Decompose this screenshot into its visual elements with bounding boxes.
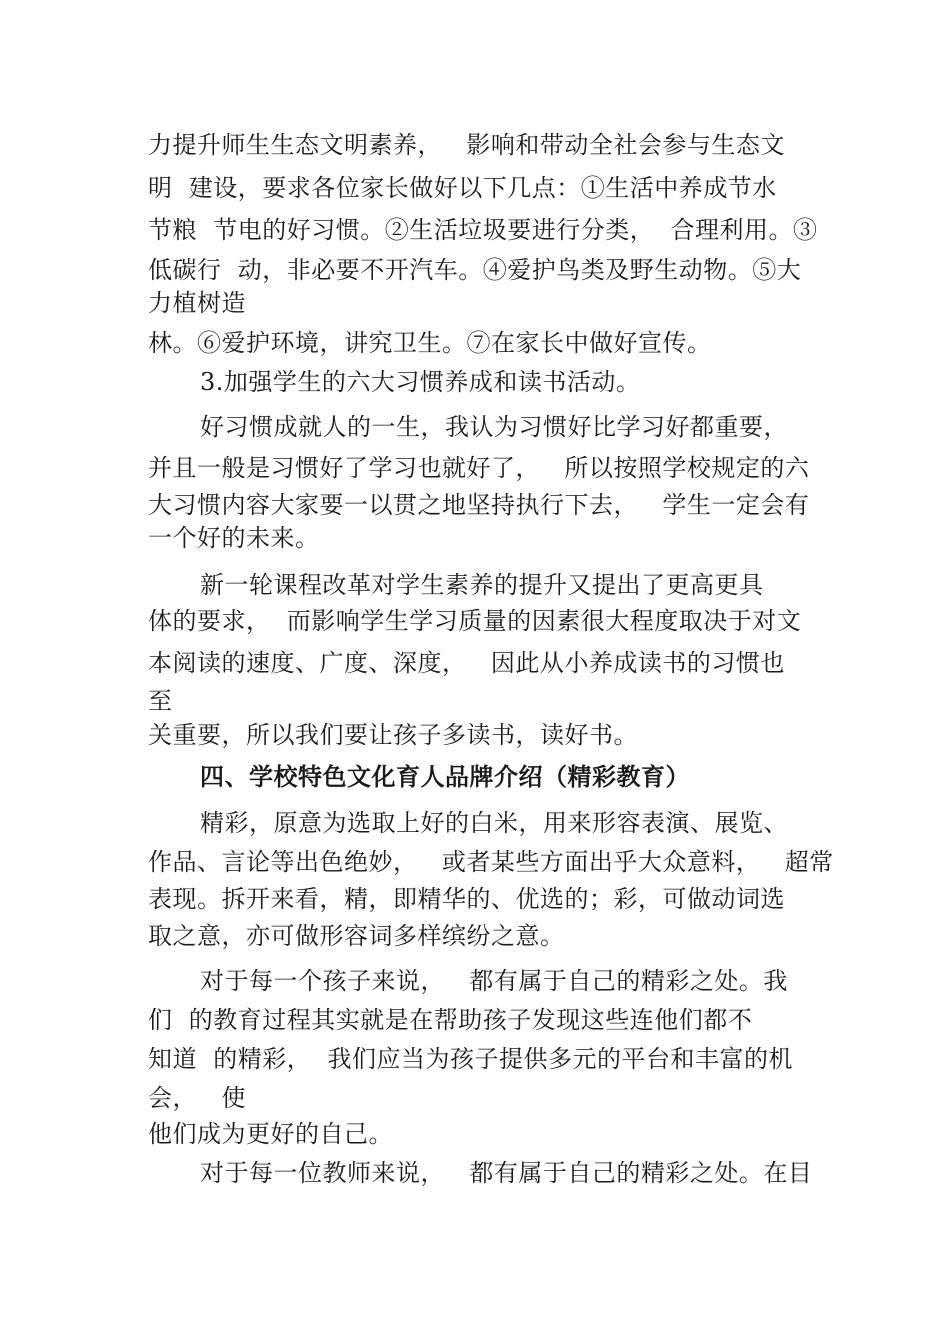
text-line: 低碳行 动，非必要不开汽车。④爱护鸟类及野生动物。⑤大 (148, 256, 802, 284)
paragraph-first-line: 好习惯成就人的一生，我认为习惯好比学习好都重要， (200, 413, 788, 441)
paragraph-first-line: 对于每一位教师来说， 都有属于自己的精彩之处。在目 (200, 1159, 813, 1187)
text-line: 体的要求， 而影响学生学习质量的因素很大程度取决于对文 (148, 607, 802, 635)
text-line: 至 (148, 687, 173, 715)
text-line: 会， 使 (148, 1084, 246, 1112)
section-heading: 四、学校特色文化育人品牌介绍（精彩教育） (200, 763, 690, 791)
text-line: 取之意，亦可做形容词多样缤纷之意。 (148, 922, 565, 950)
text-line: 本阅读的速度、广度、深度， 因此从小养成读书的习惯也 (148, 649, 785, 677)
text-line: 作品、言论等出色绝妙， 或者某些方面出乎大众意料， 超常 (148, 848, 834, 876)
text-line: 林。⑥爱护环境，讲究卫生。⑦在家长中做好宣传。 (148, 329, 712, 357)
paragraph-first-line: 对于每一个孩子来说， 都有属于自己的精彩之处。我 (200, 967, 788, 995)
text-line: 并且一般是习惯好了学习也就好了， 所以按照学校规定的六 (148, 454, 810, 482)
text-line: 一个好的未来。 (148, 524, 320, 552)
paragraph-first-line: 精彩，原意为选取上好的白米，用来形容表演、展览、 (200, 809, 788, 837)
section-subheading: 3.加强学生的六大习惯养成和读书活动。 (200, 368, 641, 396)
text-line: 大习惯内容大家要一以贯之地坚持执行下去， 学生一定会有 (148, 491, 810, 519)
text-line: 节粮 节电的好习惯。②生活垃圾要进行分类， 合理利用。③ (148, 216, 818, 244)
text-line: 们 的教育过程其实就是在帮助孩子发现这些连他们都不 (148, 1006, 753, 1034)
text-line: 关重要，所以我们要让孩子多读书，读好书。 (148, 721, 638, 749)
text-line: 他们成为更好的自己。 (148, 1120, 393, 1148)
text-line: 力植树造 (148, 289, 246, 317)
text-line: 明 建设，要求各位家长做好以下几点：①生活中养成节水 (148, 174, 777, 202)
text-line: 表现。拆开来看，精，即精华的、优选的；彩，可做动词选 (148, 885, 785, 913)
text-line: 知道 的精彩， 我们应当为孩子提供多元的平台和丰富的机 (148, 1045, 794, 1073)
paragraph-first-line: 新一轮课程改革对学生素养的提升又提出了更高更具 (200, 571, 764, 599)
text-line: 力提升师生生态文明素养， 影响和带动全社会参与生态文 (148, 131, 785, 159)
